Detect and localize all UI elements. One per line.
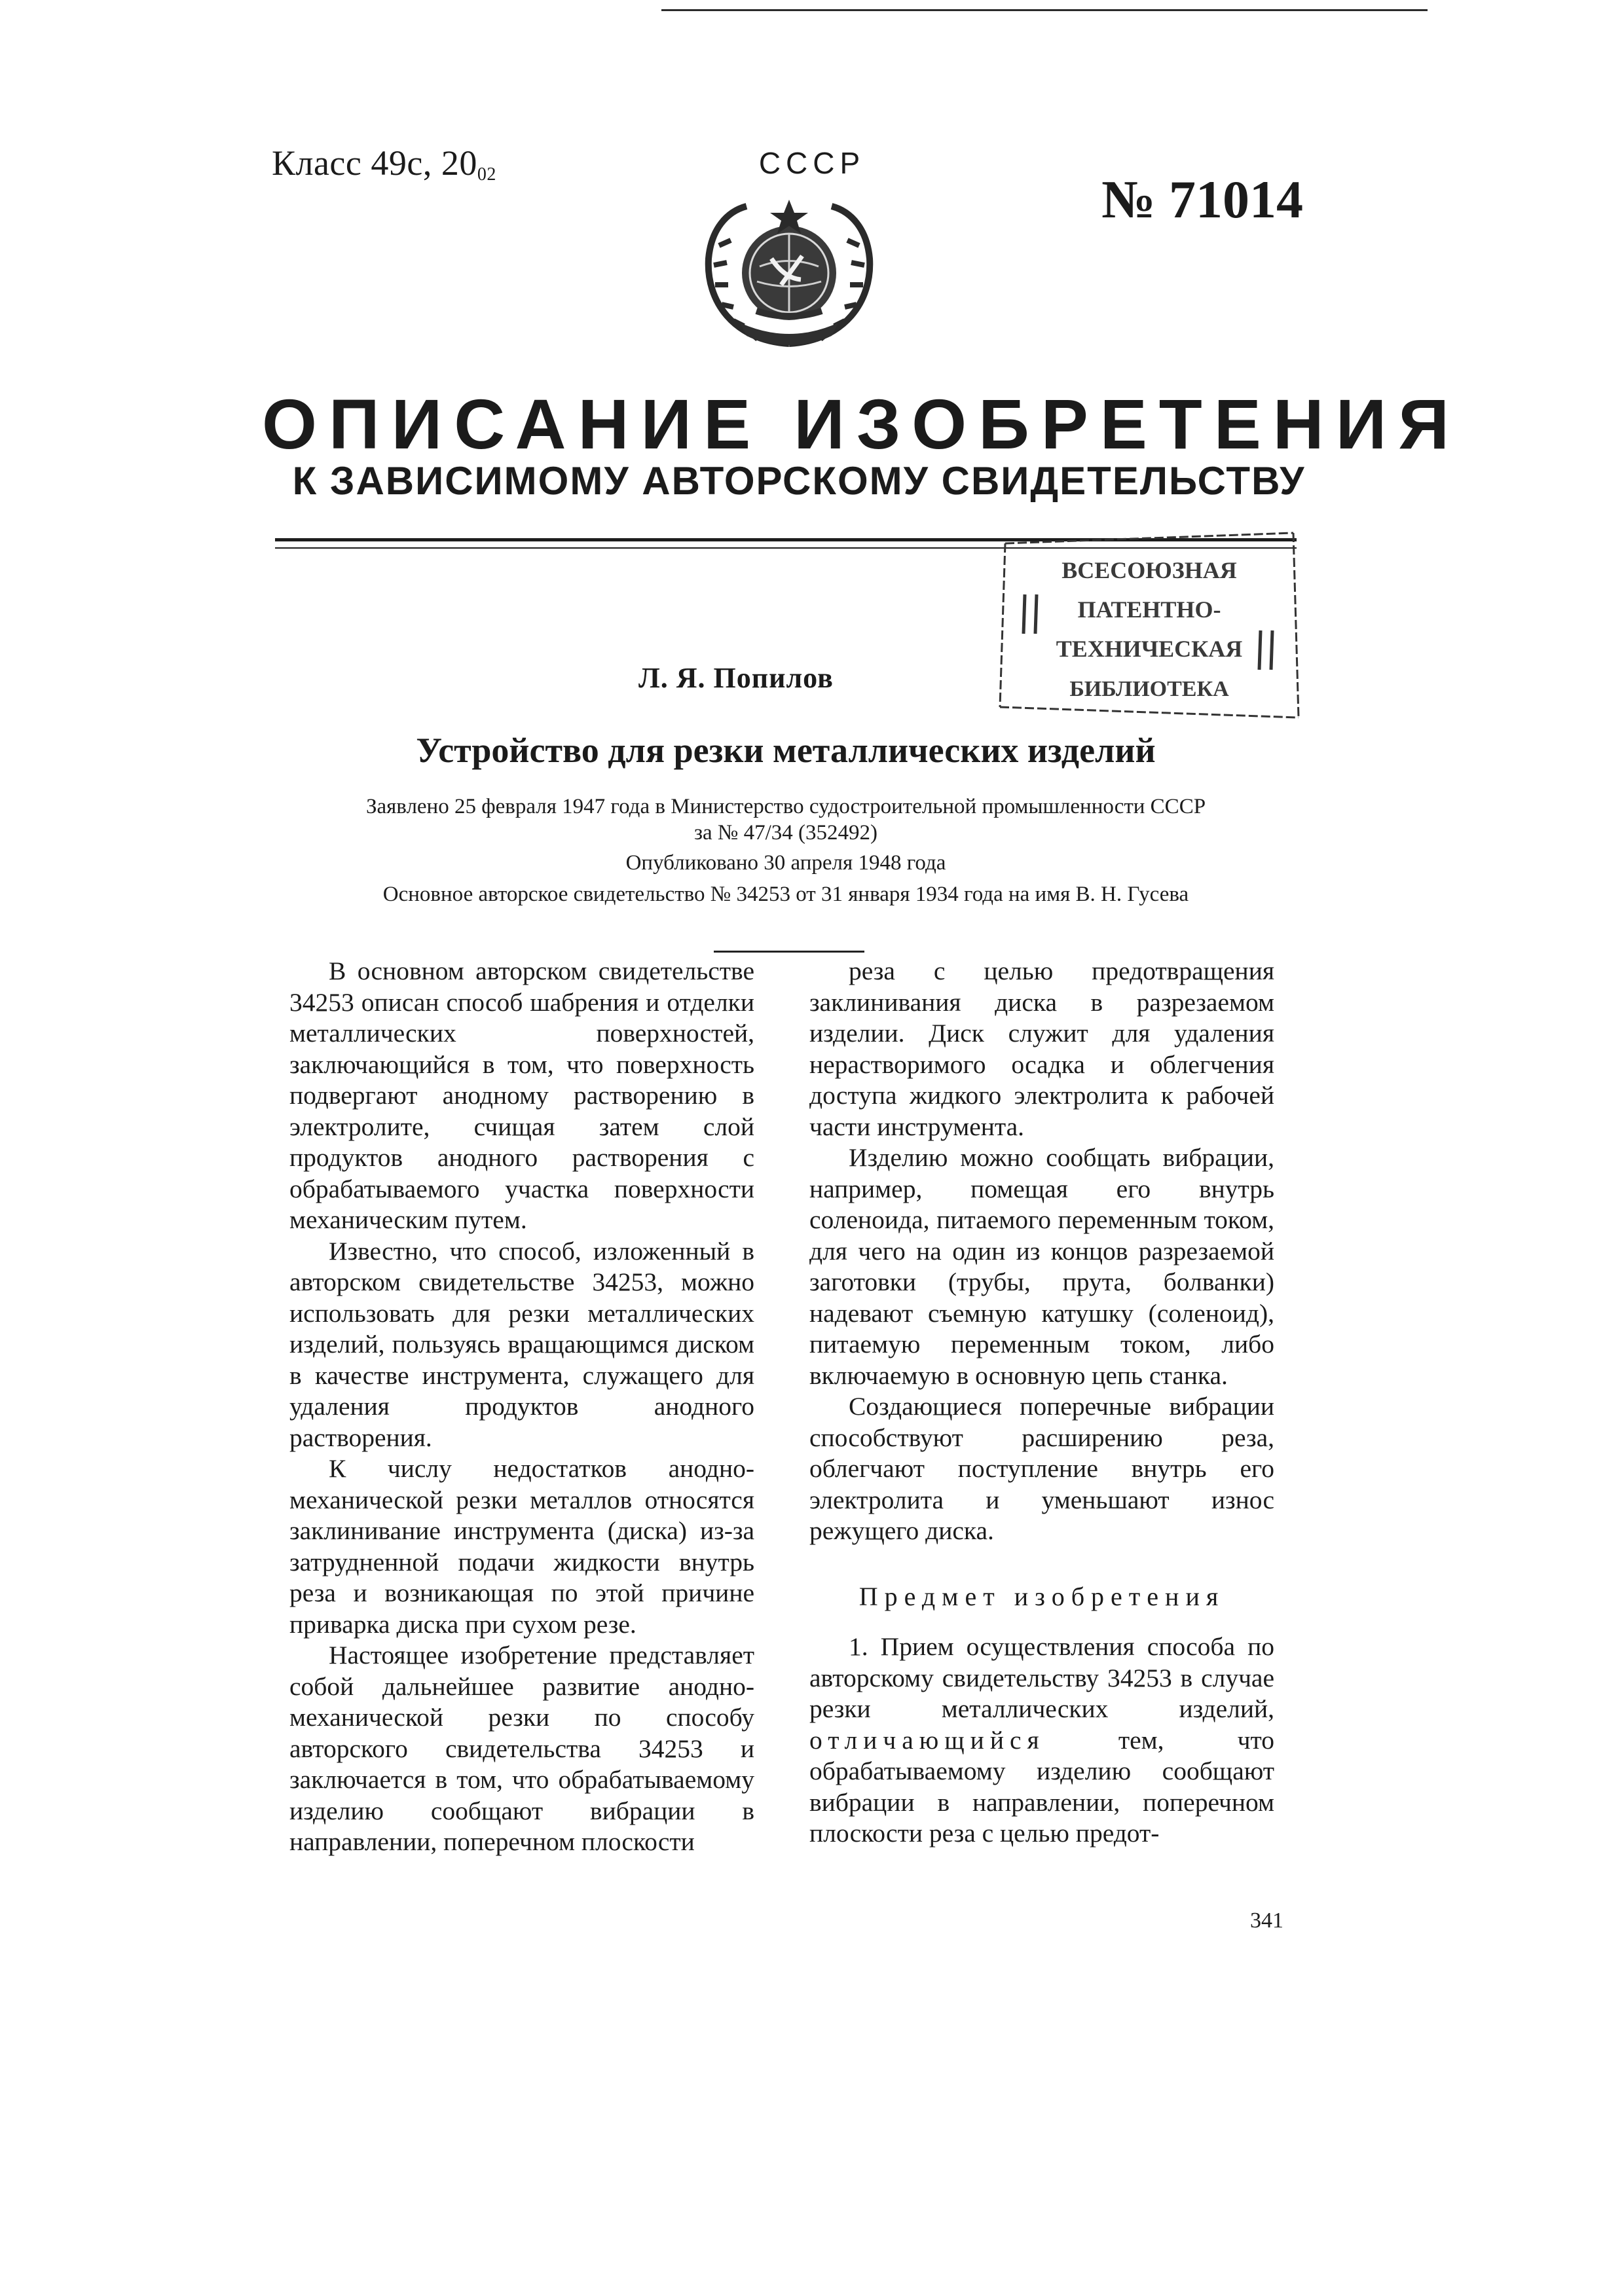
section-divider (714, 951, 864, 953)
author-name: Л. Я. Попилов (638, 662, 834, 694)
page-number: 341 (1250, 1908, 1283, 1933)
patent-class: Класс 49с, $20_{02}$ (272, 143, 496, 185)
country-label: СССР (758, 146, 866, 180)
paragraph: Изделию можно сообщать вибрации, например, помещая его внутрь соленоида, питаемого переменным током, для чего на один из концов разрезаемой заготовки (трубы, прута, болванки) надевают съемную катушку (соленоид), питаемую переменным током, либо включаемую в основную цепь станка. (809, 1143, 1274, 1390)
text-column-left (289, 956, 754, 1858)
filing-info (262, 793, 1310, 846)
paragraph: Известно, что способ, изложенный в авторском свидетельстве 34253, можно использовать для резки металлических изделий, пользуясь вращающимся диском в качестве инструмента, служащего для удаления продуктов анодного растворения. (289, 1236, 754, 1452)
document-subtitle: К ЗАВИСИМОМУ АВТОРСКОМУ СВИДЕТЕЛЬСТВУ (292, 459, 1306, 503)
state-emblem-icon (694, 193, 884, 357)
invention-title: Устройство для резки металлических изделий (416, 731, 1156, 770)
paragraph: В основном авторском свидетельстве 34253 описан способ шабрения и отделки металлических поверхностей, заключающийся в том, что поверхность подвергают анодному растворению в электролите, счищая затем слой продуктов анодного растворения с обрабатываемого участка поверхности механическим путем. (289, 957, 754, 1234)
top-edge-rule (661, 9, 1428, 11)
patent-number: № 71014 (1101, 170, 1303, 229)
filing-line-1: Заявлено 25 февраля 1947 года в Министерство судостроительной промышленности СССР (365, 795, 1206, 818)
main-certificate-info: Основное авторское свидетельство № 34253 от 31 января 1934 года на имя В. Н. Гусева (382, 883, 1189, 906)
paragraph: реза с целью предотвращения заклинивания диска в разрезаемом изделии. Диск служит для удаления нерастворимого осадка и облегчения доступа жидкого электролита к рабочей части инструмента. (809, 957, 1274, 1141)
document-main-title: ОПИСАНИЕ ИЗОБРЕТЕНИЯ (262, 384, 1462, 464)
filing-line-2: за № 47/34 (352492) (693, 821, 878, 845)
claim-emphasis: отличающийся (809, 1725, 1045, 1755)
text-column-right (809, 956, 1274, 1850)
claims-heading: Предмет изобретения (858, 1581, 1225, 1611)
library-stamp (986, 509, 1306, 725)
paragraph: Настоящее изобретение представляет собой дальнейшее развитие анодно-механической резки по способу авторского свидетельства 34253 и заключается в том, что обрабатываемому изделию сообщают вибрации в направлении, поперечном плоскости (289, 1641, 754, 1856)
paragraph: К числу недостатков анодно-механической резки металлов относятся заклинивание инструмента (диска) из-за затрудненной подачи жидкости внутрь реза и возникающая по этой причине приварка диска при сухом резе. (289, 1454, 754, 1639)
paragraph: Создающиеся поперечные вибрации способствуют расширению реза, облегчают поступление внутрь его электролита и уменьшают износ режущего диска. (809, 1392, 1274, 1545)
stamp-line-4: БИБЛИОТЕКА (1069, 677, 1229, 701)
stamp-line-3: ТЕХНИЧЕСКАЯ (1056, 636, 1243, 662)
claim-1: 1. Прием осуществления способа по авторскому свидетельству 34253 в случае резки металлических изделий, отличающийся тем, что обрабатываемому изделию сообщают вибрации в направлении, поперечном плоскости реза с целью предот- (809, 1632, 1274, 1848)
publication-date: Опубликовано 30 апреля 1948 года (625, 851, 946, 875)
stamp-line-2: ПАТЕНТНО- (1077, 596, 1221, 623)
stamp-line-1: ВСЕСОЮЗНАЯ (1061, 557, 1237, 583)
